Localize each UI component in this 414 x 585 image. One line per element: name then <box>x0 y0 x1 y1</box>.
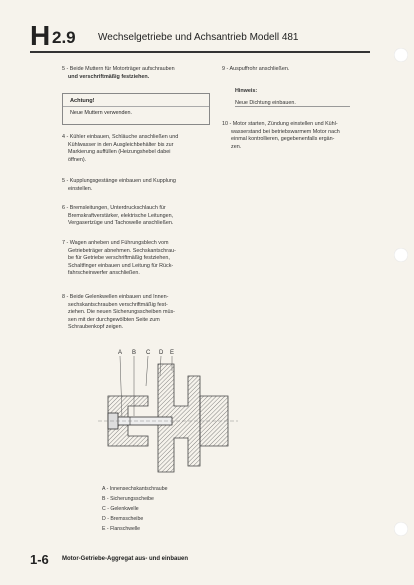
achtung-rule <box>63 106 209 107</box>
step-10-line-1: 10 - Motor starten, Zündung einstellen und Kühl- <box>222 121 338 127</box>
step-10-line-4: zen. <box>231 143 242 150</box>
diagram-label-b: B <box>132 350 137 356</box>
step-5b-line-1: 5 - Kupplungsgestänge einbauen und Kupplung <box>62 178 176 184</box>
step-8-line-4: sen mit der durchgewölbten Seite zum <box>68 316 160 323</box>
achtung-box <box>62 93 210 125</box>
diagram-label-c: C <box>146 350 151 356</box>
page-number: 1-6 <box>30 552 49 567</box>
step-5b-text <box>62 178 222 193</box>
header-rule <box>30 51 370 53</box>
step-4-line-3: Markierung auffüllen (Heizungshebel dabei <box>68 149 171 156</box>
step-6-line-1: 6 - Bremsleitungen, Unterdruckschlauch für <box>62 205 166 211</box>
step-8-line-3: ziehen. Die neuen Sicherungsscheiben müs- <box>68 309 175 316</box>
step-4-line-4: öffnen). <box>68 156 87 163</box>
step-9-text: 9 - Auspuffrohr anschließen. <box>222 66 290 72</box>
step-7-line-1: 7 - Wagen anheben und Führungsblech vom <box>62 240 169 246</box>
legend-item-a: A - Innensechskantschraube <box>102 486 168 492</box>
step-7-line-3: be für Getriebe verschriftmäßig festziehen, <box>68 255 170 262</box>
section-number: 2.9 <box>52 28 76 47</box>
diagram-legend <box>102 484 167 534</box>
step-4-line-1: 4 - Kühler einbauen, Schläuche anschließen und <box>62 134 179 140</box>
hinweis-text: Neue Dichtung einbauen. <box>235 100 296 106</box>
binder-hole-bottom <box>394 522 408 536</box>
step-4-text <box>62 134 217 164</box>
step-6-text <box>62 205 222 228</box>
diagram-label-d: D <box>159 350 164 356</box>
achtung-text: Neue Muttern verwenden. <box>70 110 133 116</box>
legend-item-b: B - Sicherungsscheibe <box>102 496 154 502</box>
step-10-line-3: einmal kontrollieren, gegebenenfalls ergän- <box>231 136 335 143</box>
footer-title: Motor-Getriebe-Aggregat aus- und einbauen <box>62 556 189 562</box>
step-5-text <box>62 66 212 81</box>
step-6-line-3: Vergasertzüge und Tachowelle anschließen. <box>68 220 174 227</box>
step-5-line-1: 5 - Beide Muttern für Motorträger aufschrauben <box>62 66 175 72</box>
driveshaft-diagram <box>88 346 248 476</box>
legend-item-e: E - Flanschwelle <box>102 526 141 532</box>
step-7-line-4: Schaltfinger einbauen und Leitung für Rück- <box>68 262 174 269</box>
section-title: Wechselgetriebe und Achsantrieb Modell 481 <box>98 32 299 43</box>
step-5-line-2: und verschriftmäßig festziehen. <box>68 73 150 80</box>
step-5b-line-2: einstellen. <box>68 185 93 192</box>
achtung-heading: Achtung! <box>70 98 95 104</box>
section-letter: H <box>30 20 51 51</box>
hinweis-heading: Hinweis: <box>235 88 258 94</box>
step-8-line-1: 8 - Beide Gelenkwellen einbauen und Innen- <box>62 294 169 300</box>
diagram-label-a: A <box>118 350 123 356</box>
binder-hole-middle <box>394 248 408 262</box>
step-7-line-2: Getriebeträger abnehmen. Sechskantschrau- <box>68 247 176 254</box>
step-8-text <box>62 294 222 332</box>
step-7-text <box>62 240 222 278</box>
step-10-line-2: wasserstand bei betriebswarmem Motor nach <box>231 128 340 135</box>
legend-item-c: C - Gelenkwelle <box>102 506 139 512</box>
legend-item-d: D - Bremsscheibe <box>102 516 144 522</box>
step-4-line-2: Kühlwasser in den Ausgleichbehälter bis zur <box>68 141 174 148</box>
binder-hole-top <box>394 48 408 62</box>
step-6-line-2: Bremskraftverstärker, elektrische Leitungen, <box>68 212 174 219</box>
step-10-text <box>222 121 372 151</box>
step-8-line-5: Schraubenkopf zeigen. <box>68 324 124 331</box>
step-8-line-2: sechskantschrauben verschriftmäßig fest- <box>68 301 168 308</box>
step-7-line-5: fahrscheinwerfer anschließen. <box>68 270 140 277</box>
diagram-label-e: E <box>170 350 175 356</box>
